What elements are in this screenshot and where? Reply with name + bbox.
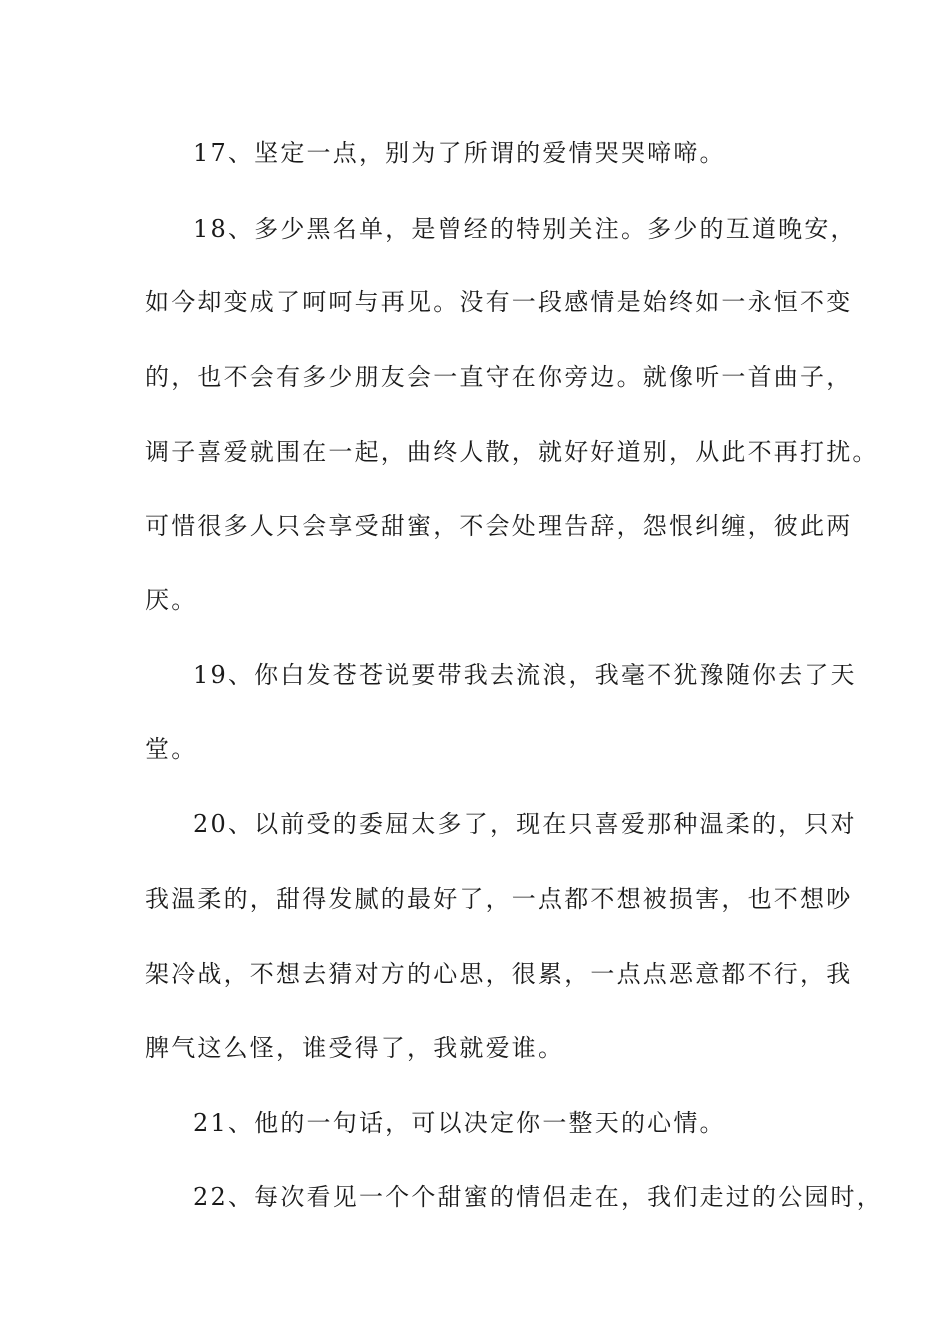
text-line: 19、你白发苍苍说要带我去流浪，我毫不犹豫随你去了天 bbox=[193, 661, 857, 689]
text-line: 20、以前受的委屈太多了，现在只喜爱那种温柔的，只对 bbox=[193, 810, 857, 838]
text-line: 我温柔的，甜得发腻的最好了，一点都不想被损害，也不想吵 bbox=[145, 885, 853, 913]
text-line: 如今却变成了呵呵与再见。没有一段感情是始终如一永恒不变 bbox=[145, 288, 853, 316]
text-line: 22、每次看见一个个甜蜜的情侣走在，我们走过的公园时， bbox=[193, 1183, 883, 1211]
text-line: 调子喜爱就围在一起，曲终人散，就好好道别，从此不再打扰。 bbox=[145, 438, 879, 466]
text-line: 可惜很多人只会享受甜蜜，不会处理告辞，怨恨纠缠，彼此两 bbox=[145, 512, 853, 540]
text-line: 17、坚定一点，别为了所谓的爱情哭哭啼啼。 bbox=[193, 139, 726, 167]
text-line: 堂。 bbox=[145, 735, 198, 763]
text-line: 架冷战，不想去猜对方的心思，很累，一点点恶意都不行，我 bbox=[145, 960, 853, 988]
text-line: 脾气这么怪，谁受得了，我就爱谁。 bbox=[145, 1034, 565, 1062]
text-line: 21、他的一句话，可以决定你一整天的心情。 bbox=[193, 1109, 726, 1137]
text-line: 的，也不会有多少朋友会一直守在你旁边。就像听一首曲子， bbox=[145, 363, 853, 391]
text-line: 18、多少黑名单，是曾经的特别关注。多少的互道晚安， bbox=[193, 215, 857, 243]
text-line: 厌。 bbox=[145, 586, 198, 614]
